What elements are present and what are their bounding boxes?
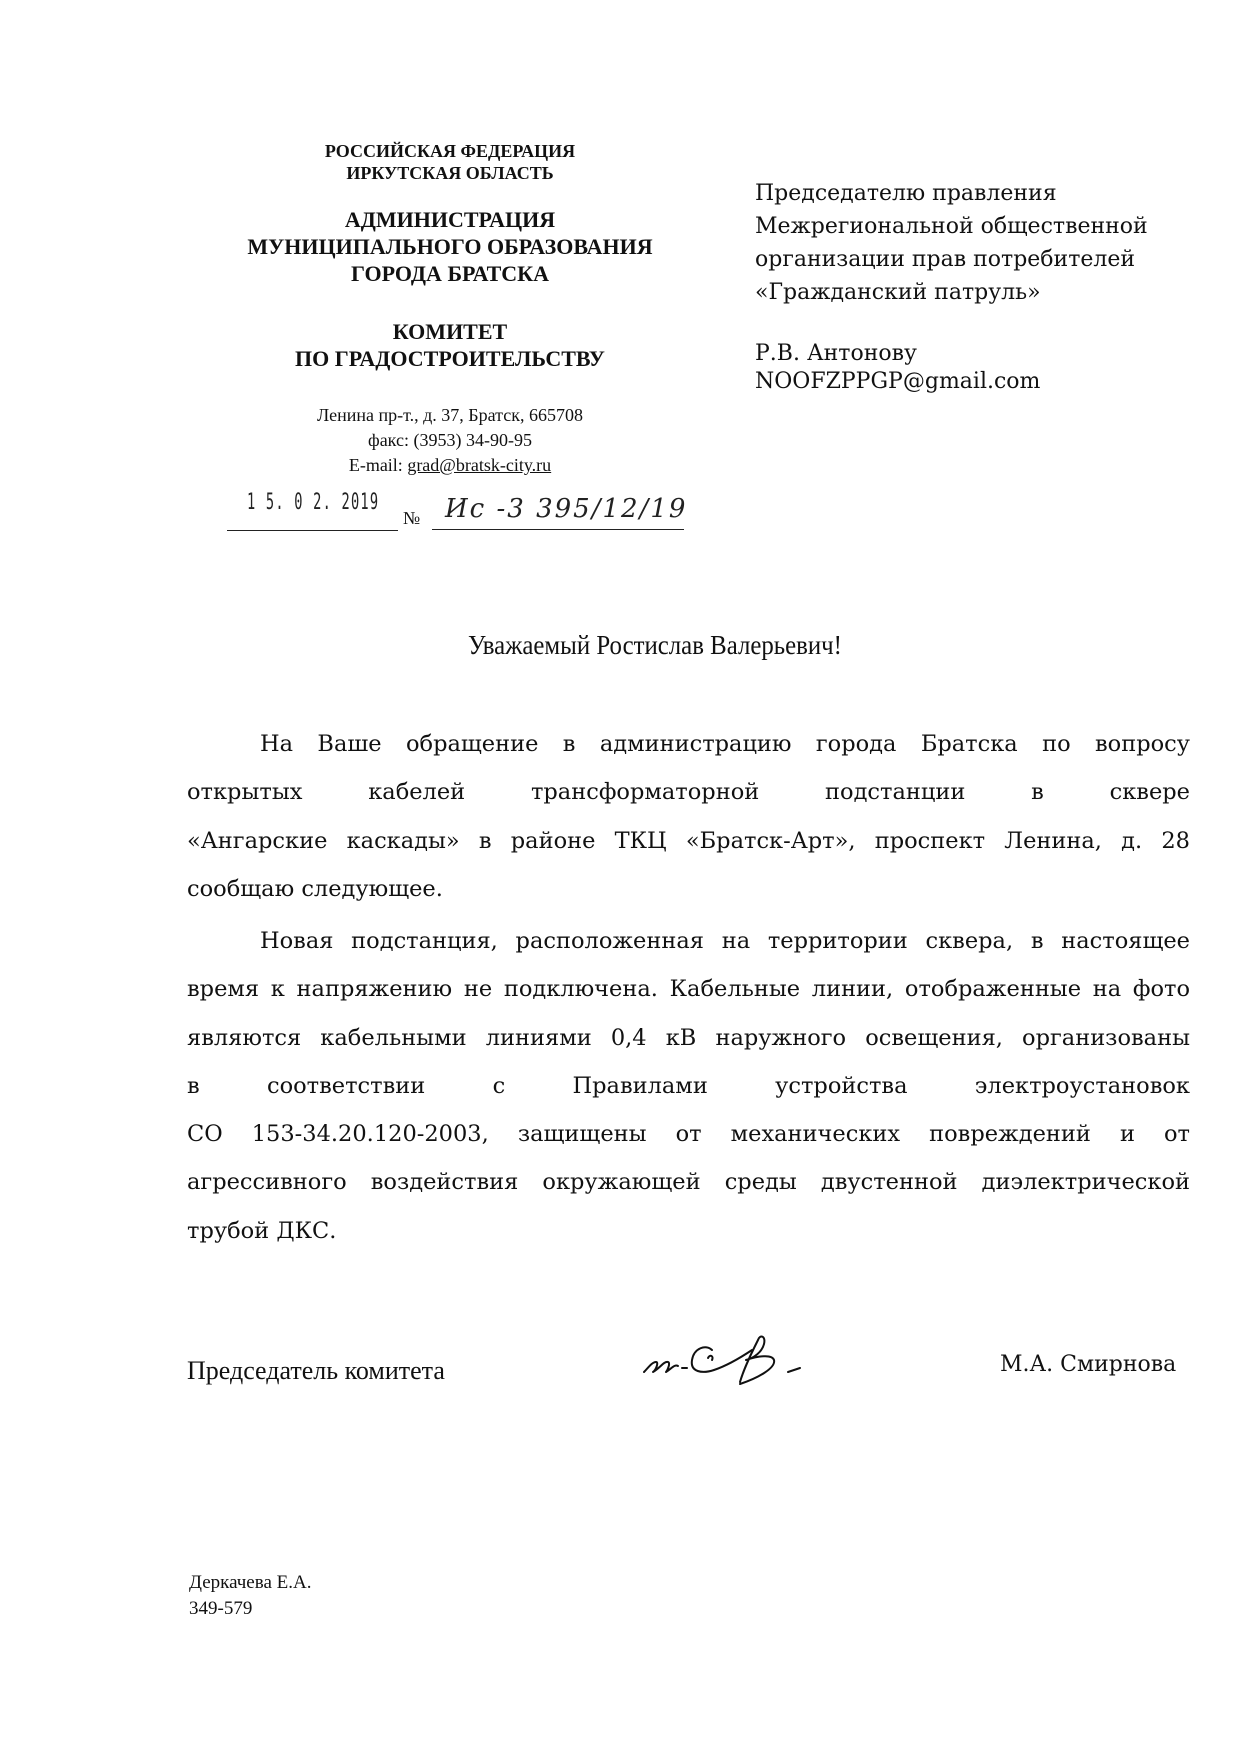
body-p1-line: открытых кабелей трансформаторной подстанции в сквере — [187, 779, 1190, 806]
body-p2-line: в соответствии с Правилами устройства электроустановок — [187, 1072, 1190, 1099]
registration-number-sign: № — [403, 508, 421, 528]
executor-phone: 349-579 — [189, 1598, 253, 1619]
letterhead-committee-line2: ПО ГРАДОСТРОИТЕЛЬСТВУ — [295, 346, 605, 371]
registration-number-underline — [432, 529, 684, 530]
body-p1-line: На Ваше обращение в администрацию города Братска по вопросу — [260, 731, 1190, 757]
recipient-line4: «Гражданский патруль» — [755, 280, 1041, 305]
letterhead-address: Ленина пр-т., д. 37, Братск, 665708 — [317, 405, 583, 425]
handwritten-signature-icon — [640, 1328, 820, 1390]
registration-date-underline — [227, 530, 398, 531]
recipient-email: NOOFZPPGP@gmail.com — [755, 369, 1041, 394]
body-p2-line: время к напряжению не подключена. Кабельные линии, отображенные на фото — [187, 976, 1190, 1003]
body-p1-line: сообщаю следующее. — [187, 875, 443, 902]
registration-number-handwritten: Ис -3 395/12/19 — [445, 494, 688, 524]
letterhead-region: ИРКУТСКАЯ ОБЛАСТЬ — [346, 163, 554, 183]
body-p2-line: Новая подстанция, расположенная на территории сквера, в настоящее — [260, 928, 1190, 954]
letterhead-country: РОССИЙСКАЯ ФЕДЕРАЦИЯ — [324, 141, 576, 161]
executor-name: Деркачева Е.А. — [189, 1572, 312, 1593]
letterhead-email-row — [200, 453, 700, 477]
letterhead-admin-line2: МУНИЦИПАЛЬНОГО ОБРАЗОВАНИЯ — [247, 234, 653, 259]
body-p2-line: СО 153-34.20.120-2003, защищены от механических повреждений и от — [187, 1121, 1190, 1148]
recipient-line2: Межрегиональной общественной — [755, 214, 1148, 239]
letterhead-fax: факс: (3953) 34-90-95 — [368, 430, 532, 450]
signatory-position: Председатель комитета — [187, 1356, 445, 1385]
registration-date-stamp: 1 5. 0 2. 2019 — [247, 490, 380, 515]
body-paragraph-2 — [187, 917, 1190, 1255]
letterhead-email-label: E-mail: — [348, 455, 408, 475]
body-p2-line: агрессивного воздействия окружающей среды двустенной диэлектрической — [187, 1169, 1190, 1196]
body-p2-line: трубой ДКС. — [187, 1217, 337, 1244]
body-paragraph-1 — [187, 720, 1190, 913]
letterhead-email-link[interactable]: grad@bratsk-city.ru — [407, 455, 552, 475]
recipient-name: Р.В. Антонову — [755, 341, 917, 366]
letterhead-committee-line1: КОМИТЕТ — [392, 319, 508, 344]
signatory-name: М.А. Смирнова — [1000, 1352, 1177, 1377]
recipient-line1: Председателю правления — [755, 181, 1057, 206]
body-p2-line: являются кабельными линиями 0,4 кВ наружного освещения, организованы — [187, 1024, 1190, 1051]
recipient-block — [755, 177, 1148, 398]
salutation: Уважаемый Ростислав Валерьевич! — [468, 630, 842, 660]
recipient-line3: организации прав потребителей — [755, 247, 1136, 272]
body-p1-line: «Ангарские каскады» в районе ТКЦ «Братск-Арт», проспект Ленина, д. 28 — [187, 827, 1190, 854]
letterhead-admin-line1: АДМИНИСТРАЦИЯ — [344, 207, 556, 232]
executor-block — [189, 1570, 311, 1622]
letterhead-admin-line3: ГОРОДА БРАТСКА — [351, 261, 549, 286]
